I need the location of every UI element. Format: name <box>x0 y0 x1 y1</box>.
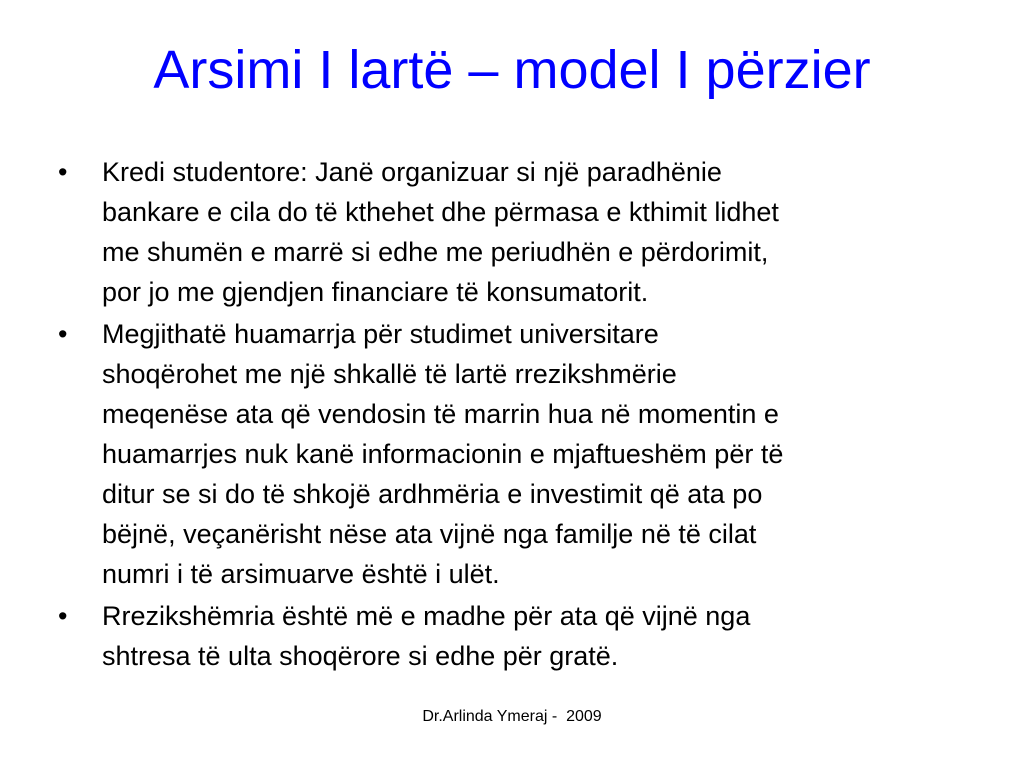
bullet-list <box>58 152 978 678</box>
bullet-text-line: Megjithatë huamarrja për studimet universitare <box>102 319 659 349</box>
slide-title: Arsimi I lartë – model I përzier <box>153 40 871 100</box>
bullet-item-higher-risk <box>58 596 978 676</box>
slide-footer: Dr.Arlinda Ymeraj - 2009 <box>422 708 602 725</box>
bullet-text-line: Rrezikshëmria është më e madhe për ata që vijnë nga <box>102 601 751 631</box>
bullet-text-line: numri i të arsimuarve është i ulët. <box>102 559 500 589</box>
bullet-text-line: huamarrjes nuk kanë informacionin e mjaftueshëm për të <box>102 439 784 469</box>
bullet-text-line: por jo me gjendjen financiare të konsumatorit. <box>102 277 649 307</box>
bullet-marker: • <box>58 157 68 187</box>
bullet-text-line: meqenëse ata që vendosin të marrin hua në momentin e <box>102 399 779 429</box>
bullet-text-line: me shumën e marrë si edhe me periudhën e përdorimit, <box>102 237 769 267</box>
bullet-item-risk <box>58 314 978 594</box>
bullet-text-line: bankare e cila do të kthehet dhe përmasa e kthimit lidhet <box>102 197 779 227</box>
bullet-text-line: shoqërohet me një shkallë të lartë rrezikshmërie <box>102 359 677 389</box>
bullet-text-line: ditur se si do të shkojë ardhmëria e investimit që ata po <box>102 479 763 509</box>
bullet-text-line: shtresa të ulta shoqërore si edhe për gratë. <box>102 641 619 671</box>
bullet-text-line: bëjnë, veçanërisht nëse ata vijnë nga familje në të cilat <box>102 519 757 549</box>
bullet-text-line: Kredi studentore: Janë organizuar si një paradhënie <box>102 157 722 187</box>
bullet-item-credit <box>58 152 978 312</box>
bullet-marker: • <box>58 601 68 631</box>
bullet-marker: • <box>58 319 68 349</box>
